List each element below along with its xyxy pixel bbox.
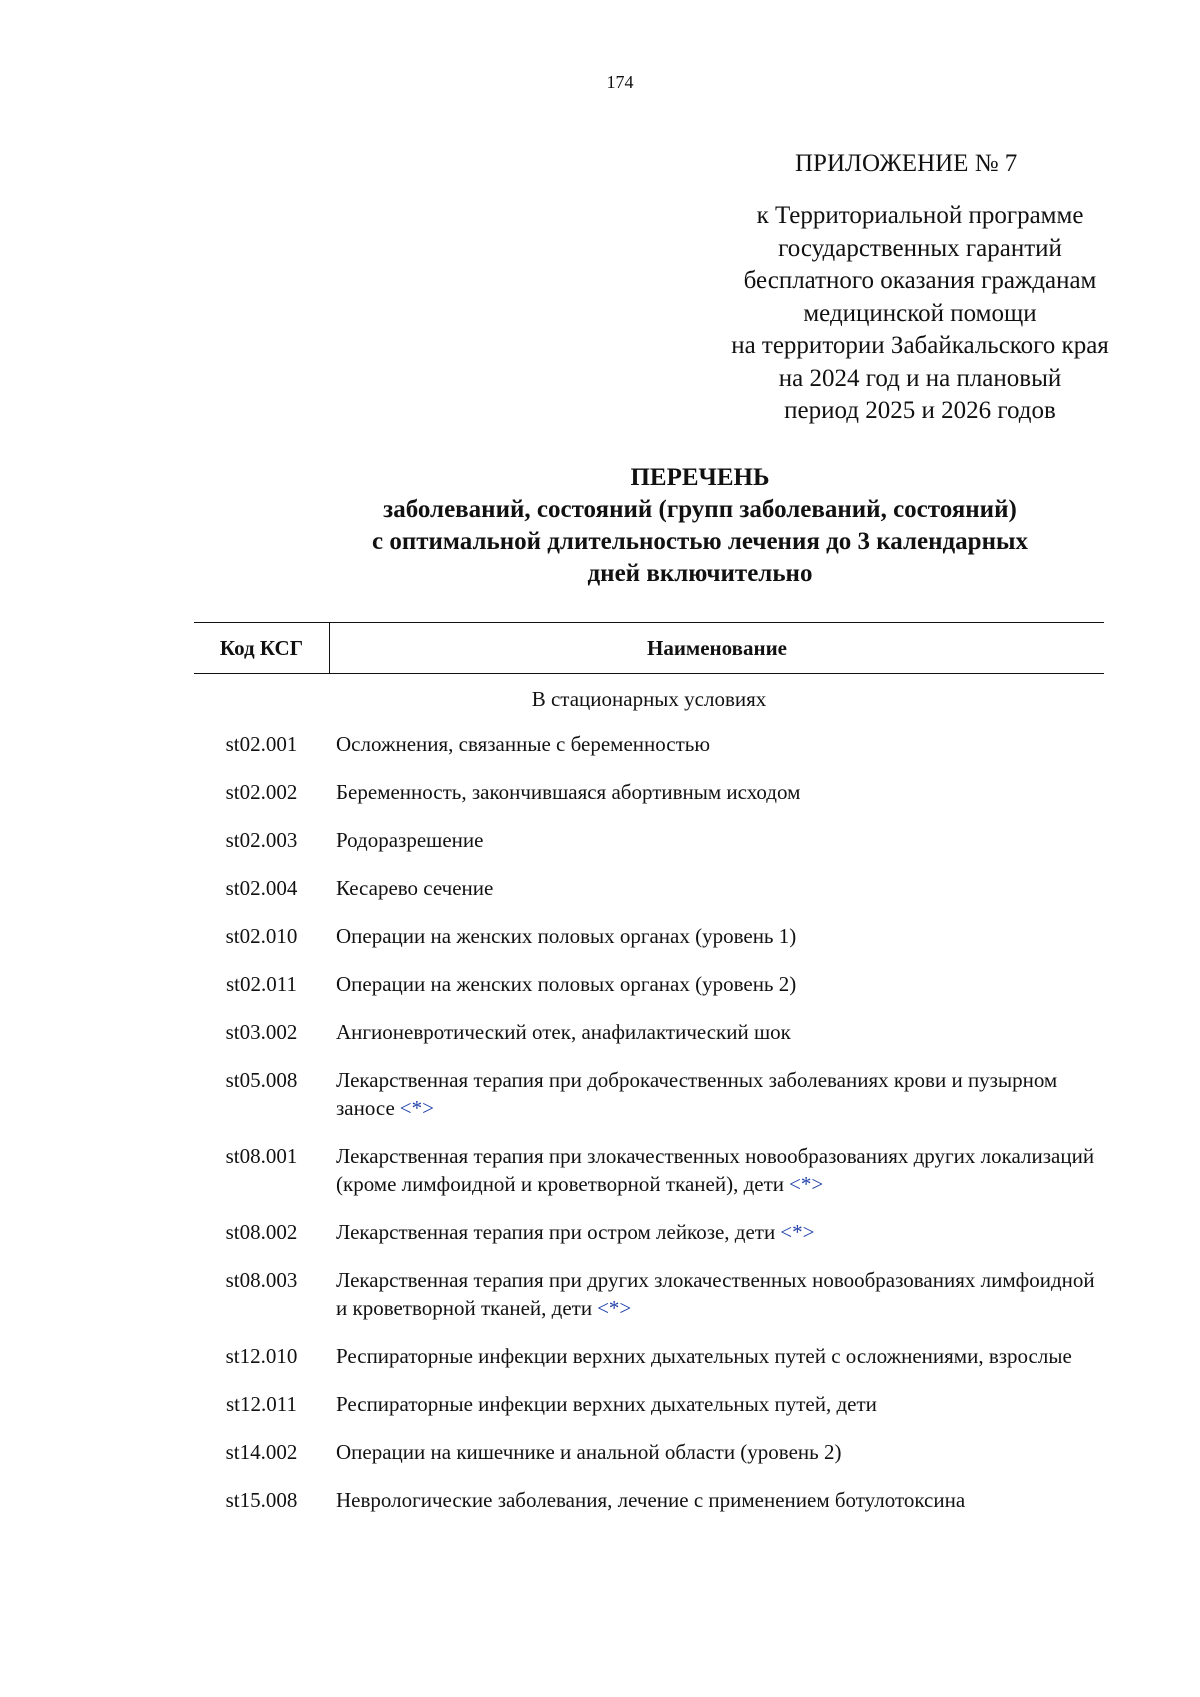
- row-name: [329, 1266, 1104, 1322]
- row-name: [329, 1390, 1104, 1418]
- section-row: В стационарных условиях: [531, 686, 767, 711]
- row-name-text: Неврологические заболевания, лечение с применением ботулотоксина: [336, 1488, 966, 1512]
- row-code: st14.002: [225, 1440, 298, 1464]
- row-code: st02.011: [226, 972, 297, 996]
- document-heading: [230, 462, 1170, 590]
- table-row: [194, 1342, 1104, 1370]
- row-name: [329, 1486, 1104, 1514]
- row-name: [329, 1342, 1104, 1370]
- table-row: [194, 1066, 1104, 1122]
- appendix-subtitle-line: период 2025 и 2026 годов: [784, 397, 1056, 424]
- row-name: [329, 1142, 1104, 1198]
- row-code: st08.002: [225, 1220, 298, 1244]
- row-name: [329, 922, 1104, 950]
- heading-line: заболеваний, состояний (групп заболеваний, состояний): [383, 496, 1017, 523]
- ksg-table: [194, 622, 1104, 1514]
- appendix-subtitle: [700, 200, 1140, 428]
- table-row: [194, 730, 1104, 758]
- row-name-text: Лекарственная терапия при злокачественных новообразованиях других локализаций (кроме лимфоидной и кроветворной тканей), дети: [336, 1144, 1095, 1196]
- row-code: st02.002: [225, 780, 298, 804]
- table-row: [194, 1390, 1104, 1418]
- heading-title: ПЕРЕЧЕНЬ: [630, 464, 770, 491]
- row-name: [329, 970, 1104, 998]
- row-name-text: Респираторные инфекции верхних дыхательных путей с осложнениями, взрослые: [336, 1344, 1072, 1368]
- table-row: [194, 1218, 1104, 1246]
- column-header-name: Наименование: [647, 635, 787, 660]
- footnote-link[interactable]: <*>: [597, 1296, 632, 1320]
- row-code: st02.004: [225, 876, 298, 900]
- row-name: [329, 1438, 1104, 1466]
- row-code: st08.001: [225, 1144, 298, 1168]
- appendix-subtitle-line: на территории Забайкальского края: [731, 332, 1109, 359]
- table-row: [194, 1018, 1104, 1046]
- appendix-subtitle-line: к Территориальной программе: [756, 202, 1084, 229]
- row-name-text: Операции на кишечнике и анальной области (уровень 2): [336, 1440, 842, 1464]
- table-row: [194, 874, 1104, 902]
- row-name: [329, 874, 1104, 902]
- row-code: st08.003: [225, 1268, 298, 1292]
- row-code: st02.010: [225, 924, 298, 948]
- page-number: 174: [606, 72, 634, 92]
- row-code: st03.002: [225, 1020, 298, 1044]
- row-code: st12.011: [226, 1392, 297, 1416]
- footnote-link[interactable]: <*>: [399, 1096, 434, 1120]
- row-name-text: Осложнения, связанные с беременностью: [336, 732, 711, 756]
- table-row: [194, 1438, 1104, 1466]
- row-code: st15.008: [225, 1488, 298, 1512]
- row-name: [329, 1066, 1104, 1122]
- row-name: [329, 1018, 1104, 1046]
- table-row: [194, 970, 1104, 998]
- footnote-link[interactable]: <*>: [780, 1220, 815, 1244]
- row-name-text: Операции на женских половых органах (уровень 2): [336, 972, 797, 996]
- appendix-subtitle-line: бесплатного оказания гражданам: [743, 267, 1097, 294]
- row-name-text: Лекарственная терапия при остром лейкозе, дети: [336, 1220, 776, 1244]
- heading-line: дней включительно: [587, 560, 813, 587]
- row-code: st02.003: [225, 828, 298, 852]
- row-name-text: Лекарственная терапия при других злокачественных новообразованиях лимфоидной и кроветворной тканей, дети: [336, 1268, 1095, 1320]
- appendix-subtitle-line: медицинской помощи: [803, 299, 1037, 327]
- table-row: [194, 1486, 1104, 1514]
- row-name: [329, 730, 1104, 758]
- row-name-text: Ангионевротический отек, анафилактический шок: [336, 1020, 791, 1044]
- table-row: [194, 922, 1104, 950]
- row-code: st02.001: [225, 732, 298, 756]
- table-row: [194, 826, 1104, 854]
- row-name: [329, 1218, 1104, 1246]
- row-name-text: Операции на женских половых органах (уровень 1): [336, 924, 797, 948]
- heading-line: с оптимальной длительностью лечения до 3 календарных: [371, 528, 1029, 555]
- row-name-text: Беременность, закончившаяся абортивным исходом: [336, 780, 801, 804]
- table-row: [194, 1266, 1104, 1322]
- row-name-text: Респираторные инфекции верхних дыхательных путей, дети: [336, 1392, 877, 1416]
- row-name: [329, 778, 1104, 806]
- table-row: [194, 1142, 1104, 1198]
- row-name: [329, 826, 1104, 854]
- footnote-link[interactable]: <*>: [789, 1172, 824, 1196]
- row-name-text: Кесарево сечение: [336, 876, 494, 900]
- appendix-subtitle-line: государственных гарантий: [778, 234, 1062, 262]
- row-code: st05.008: [225, 1068, 298, 1092]
- row-name-text: Лекарственная терапия при доброкачественных заболеваниях крови и пузырном заносе: [336, 1068, 1058, 1120]
- appendix-title: ПРИЛОЖЕНИЕ № 7: [795, 150, 1018, 177]
- table-row: [194, 778, 1104, 806]
- appendix-subtitle-line: на 2024 год и на плановый: [778, 364, 1062, 392]
- row-name-text: Родоразрешение: [336, 828, 484, 852]
- column-header-code: Код КСГ: [194, 623, 330, 673]
- table-header: [194, 622, 1104, 674]
- row-code: st12.010: [225, 1344, 298, 1368]
